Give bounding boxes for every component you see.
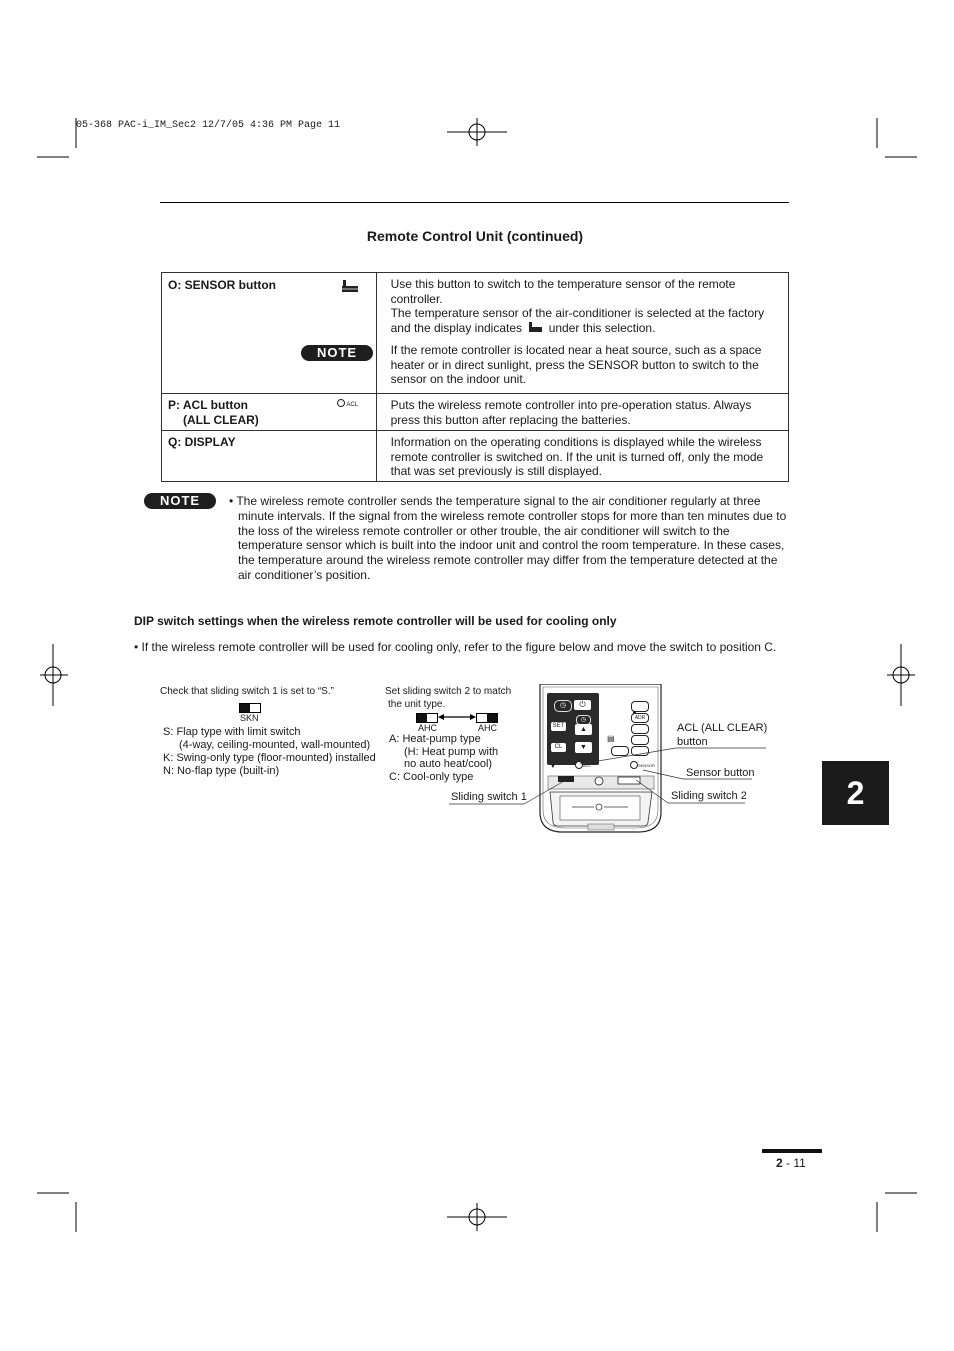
switch1-label: SKN: [240, 713, 259, 723]
grid-icon: ▤: [607, 734, 615, 743]
sensor-callout: Sensor button: [686, 767, 755, 779]
page-number-rule: [762, 1149, 822, 1153]
note-text: • The wireless remote controller sends the temperature signal to the air conditioner regularly at three minute intervals. If the signal from the wireless remote controller stops for more than ten minutes due to the loss of the wireless remote controller or other trouble, the air conditioner will switch to the temperature sensor which is built into the indoor unit and control the room temperature. In these cases, the temperature around the wireless remote controller may differ from the temperature detected at the air conditioner’s position.: [229, 494, 787, 582]
sensor-desc-1: Use this button to switch to the temperature sensor of the remote controller.: [390, 277, 736, 306]
switch1-s: S: Flap type with limit switch: [163, 726, 301, 738]
timer-button[interactable]: ◷: [554, 700, 572, 712]
power-button[interactable]: ⏻: [574, 700, 591, 710]
page-number: 2 - 11: [776, 1156, 806, 1170]
acl-icon-label: ACL: [337, 399, 358, 408]
chapter-tab: 2: [822, 761, 889, 825]
switch1-s2: (4-way, ceiling-mounted, wall-mounted): [179, 739, 371, 751]
switch2-label-left: AHC: [418, 723, 438, 733]
up-button[interactable]: ▲: [575, 724, 592, 735]
acl-button-name: P: ACL button: [168, 398, 248, 412]
sensor-button-name: O: SENSOR button: [168, 278, 276, 292]
dip-bullet: • If the wireless remote controller will be used for cooling only, refer to the figure below and move the switch to position C.: [134, 640, 777, 654]
print-slug: 05-368 PAC-i_IM_Sec2 12/7/05 4:36 PM Page 11: [76, 120, 341, 131]
switch2-h2: no auto heat/cool): [404, 758, 493, 770]
switch2-title-1: Set sliding switch 2 to match: [385, 686, 512, 697]
sensor-desc-2a: The temperature sensor of the air-conditioner is selected at the factory and the display indicates: [390, 306, 765, 335]
switch2-c: C: Cool-only type: [389, 771, 474, 783]
down-arrow-icon: ▼: [550, 764, 556, 770]
section-title: Remote Control Unit (continued): [366, 228, 584, 244]
switch2-h1: (H: Heat pump with: [404, 746, 499, 758]
dip-heading: DIP switch settings when the wireless remote controller will be used for cooling only: [134, 614, 617, 628]
switch1-title: Check that sliding switch 1 is set to “S.”: [160, 686, 334, 697]
slide2-callout: Sliding switch 2: [671, 790, 747, 802]
set-button[interactable]: SET: [552, 723, 565, 729]
acl-desc: Puts the wireless remote controller into pre-operation status. Always press this button after replacing the batteries.: [376, 394, 788, 431]
switch2-label-right: AHC: [478, 723, 498, 733]
acl-callout-1: ACL (ALL CLEAR): [677, 722, 768, 734]
sensor-mark: SENSOR: [638, 763, 655, 768]
sensor-note: If the remote controller is located near a heat source, such as a space heater or in direct sunlight, press the SENSOR button to switch to the sensor on the indoor unit.: [390, 343, 762, 386]
down-button[interactable]: ▼: [575, 742, 592, 753]
display-desc: Information on the operating conditions is displayed while the wireless remote controller is switched on. If the unit is turned off, only the mode that was set previously is still displayed.: [376, 431, 788, 482]
acl-mark: ACL: [583, 763, 591, 768]
cl-button[interactable]: CL: [551, 743, 566, 752]
display-name: Q: DISPLAY: [168, 435, 236, 449]
adr-button[interactable]: ADR: [631, 713, 649, 723]
note-badge: NOTE: [144, 493, 216, 509]
switch1-n: N: No-flap type (built-in): [163, 765, 280, 777]
switch1-k: K: Swing-only type (floor-mounted) installed: [163, 752, 376, 764]
clock-button[interactable]: ◷: [576, 715, 591, 725]
switch2-a: A: Heat-pump type: [389, 733, 481, 745]
acl-button-sub: (ALL CLEAR): [183, 413, 259, 427]
switch2-title-2: the unit type.: [388, 699, 446, 710]
slide1-callout: Sliding switch 1: [451, 791, 527, 803]
acl-callout-2: button: [677, 736, 708, 748]
sensor-desc-2b: under this selection.: [548, 320, 656, 335]
note-badge: NOTE: [301, 345, 373, 361]
